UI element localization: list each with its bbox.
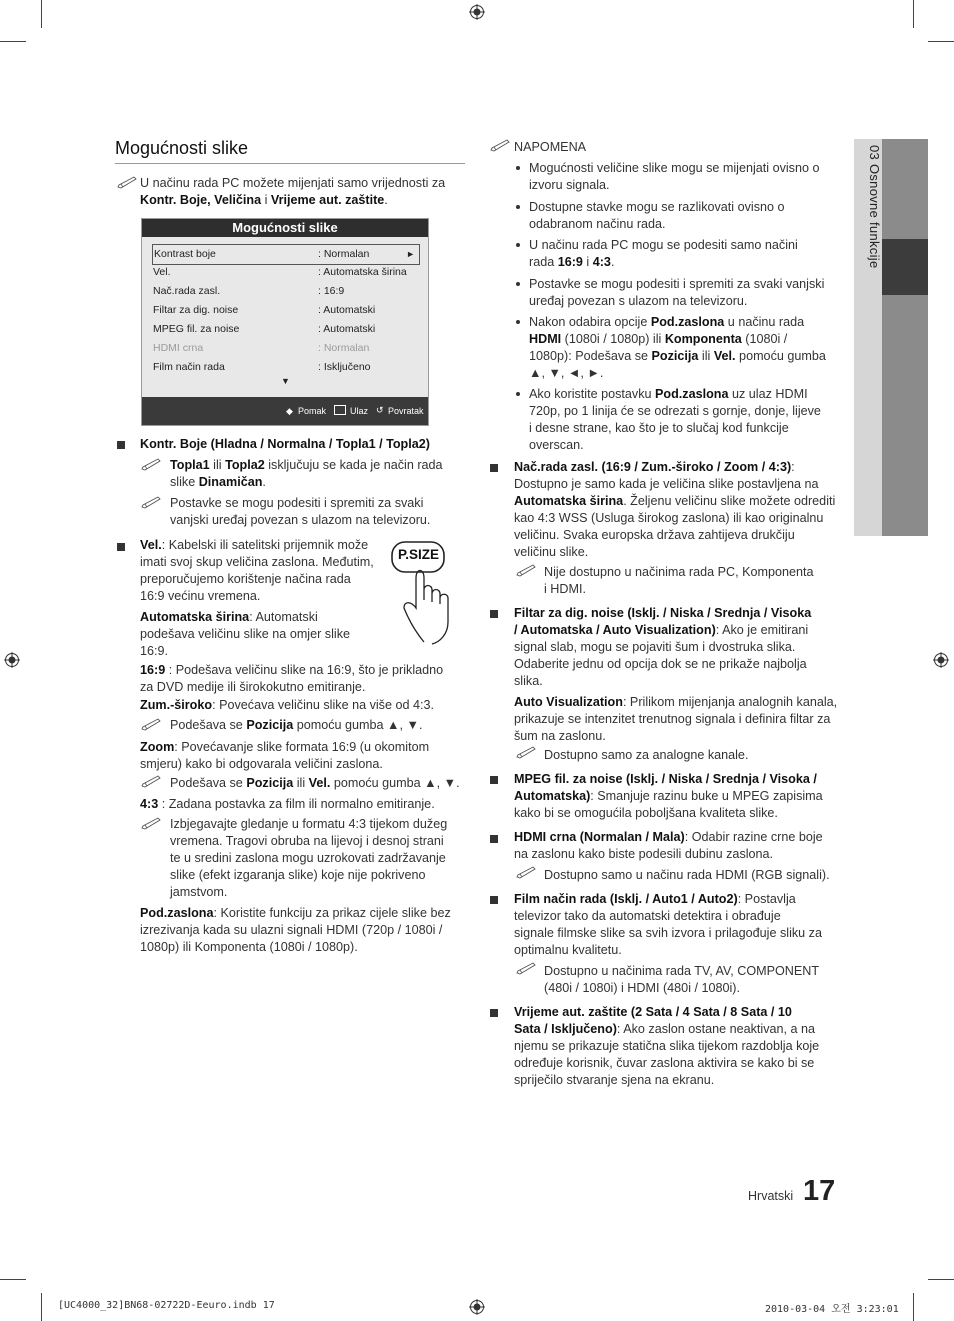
napomena-item: Ako koristite postavku Pod.zaslona uz ulaz HDMI 720p, po 1 linija će se odrezati s gornje, donje, lijeve i desne strane, kao što je to slučaj kod funkcije overscan. <box>529 387 821 452</box>
zoom-paragraph: Zoom: Povećavanje slike formata 16:9 (u okomitom smjeru) kako bi odgovarala veličini zaslona. <box>140 740 430 771</box>
note-icon <box>141 496 161 509</box>
s43-note: Izbjegavajte gledanje u formatu 4:3 tijekom dužeg vremena. Tragovi obruba na lijevoj i desnoj strani te u sredini zaslona mogu uzrokovati zadržavanje slike (efekt izgaranja slike) koje nije pokriveno jamstvom. <box>170 817 448 899</box>
bullet-icon <box>490 896 498 904</box>
chapter-tab-active <box>882 239 928 295</box>
film-note: Dostupno u načinima rada TV, AV, COMPONENT (480i / 1080i) i HDMI (480i / 1080i). <box>544 964 820 995</box>
chapter-tab-segment <box>882 295 928 536</box>
av-note: Dostupno samo za analogne kanale. <box>544 748 749 762</box>
zum-note: Podešava se Pozicija pomoću gumba ▲, ▼. <box>170 718 423 732</box>
bullet-icon <box>490 610 498 618</box>
note-icon <box>516 866 536 879</box>
fil-paragraph: Filtar za dig. noise (Isklj. / Niska / Srednja / Visoka / Automatska / Auto Visualization): Ako je emitirani signal slab, mogu se pojaviti šum i dvostruka slika. Odaberite jednu od opcija dok se ne prikaže najbolja slika. <box>514 606 812 688</box>
bullet-dot-icon <box>516 392 520 396</box>
psize-button-label: P.SIZE <box>398 547 440 562</box>
page-number: 17 <box>803 1175 836 1207</box>
tv-menu-row: MPEG fil. za noise : Automatski <box>153 323 376 335</box>
registration-mark-icon <box>469 1299 485 1315</box>
registration-mark-icon <box>933 652 949 668</box>
s43-paragraph: 4:3 : Zadana postavka za film ili normalno emitiranje. <box>140 797 435 811</box>
auto-paragraph: Automatska širina: Automatski podešava veličinu slike na omjer slike 16:9. <box>140 610 350 658</box>
registration-mark-icon <box>4 652 20 668</box>
napomena-heading: NAPOMENA <box>514 140 587 154</box>
bullet-icon <box>490 835 498 843</box>
bullet-icon <box>490 776 498 784</box>
bullet-icon <box>490 464 498 472</box>
tv-menu-row: HDMI crna : Normalan <box>153 342 370 354</box>
vel-paragraph: Vel.: Kabelski ili satelitski prijemnik može imati svoj skup veličina zaslona. Međutim, preporučujemo korištenje načina rada 16:9 većinu vremena. <box>140 538 374 603</box>
hdmi-paragraph: HDMI crna (Normalan / Mala): Odabir razine crne boje na zaslonu kako biste podesili dubinu zaslona. <box>514 830 823 861</box>
scroll-down-icon: ▼ <box>281 376 290 386</box>
kontr-heading: Kontr. Boje (Hladna / Normalna / Topla1 / Topla2) <box>140 437 430 451</box>
section-title: Mogućnosti slike <box>115 138 249 158</box>
note-icon <box>141 718 161 731</box>
registration-mark-icon <box>469 4 485 20</box>
tv-menu-row: Film način rada : Isključeno <box>153 361 371 373</box>
s169-paragraph: 16:9 : Podešava veličinu slike na 16:9, što je prikladno za DVD medije ili širokokutno emitiranje. <box>140 663 444 694</box>
arrow-right-icon: ► <box>406 249 415 259</box>
pod-paragraph: Pod.zaslona: Koristite funkciju za prikaz cijele slike bez izrezivanja kada su ulazni signali HDMI (720p / 1080i / 1080p) ili Komponenta (1080i / 1080p). <box>140 906 451 954</box>
tv-menu-row: Kontrast boje : Normalan ► <box>152 244 420 265</box>
note-icon <box>117 176 137 189</box>
tv-menu-title: Mogućnosti slike <box>142 219 428 237</box>
tv-menu-screenshot <box>141 218 429 426</box>
return-icon: ↺ <box>376 405 384 415</box>
zum-paragraph: Zum.-široko: Povećava veličinu slike na više od 4:3. <box>140 698 434 712</box>
hdmi-note: Dostupno samo u načinu rada HDMI (RGB signali). <box>544 868 830 882</box>
kontr-note-2: Postavke se mogu podesiti i spremiti za svaki vanjski uređaj povezan s ulazom na televizoru. <box>170 496 431 527</box>
note-icon <box>141 775 161 788</box>
move-icon: ◆ <box>286 406 293 416</box>
av-paragraph: Auto Visualization: Prilikom mijenjanja analognih kanala, prikazuje se intenzitet trenutnog signala i definira filtar za šum na zaslonu. <box>514 695 838 743</box>
note-icon <box>490 139 510 152</box>
language-label: Hrvatski <box>748 1189 794 1203</box>
bullet-dot-icon <box>516 282 520 286</box>
napomena-item: U načinu rada PC mogu se podesiti samo načini rada 16:9 i 4:3. <box>529 238 798 269</box>
nac-paragraph: Nač.rada zasl. (16:9 / Zum.-široko / Zoom / 4:3): Dostupno je samo kada je veličina slike postavljena na Automatska širina. Željenu veličinu slike možete odrediti kao 4:3 WSS (Usluga širokog zaslona) ili kao originalnu veličinu. Svaka europska država zahtijeva drukčiju veličinu slike. <box>514 460 836 559</box>
note-icon <box>516 962 536 975</box>
footer-file: [UC4000_32]BN68-02722D-Eeuro.indb 17 <box>58 1300 275 1311</box>
napomena-item: Dostupne stavke mogu se razlikovati ovisno o odabranom načinu rada. <box>529 200 785 231</box>
intro-note: U načinu rada PC možete mijenjati samo vrijednosti za Kontr. Boje, Veličina i Vrijeme aut. zaštite. <box>140 176 446 207</box>
tv-menu-row: Vel. : Automatska širina <box>153 266 407 278</box>
bullet-icon <box>490 1009 498 1017</box>
film-paragraph: Film način rada (Isklj. / Auto1 / Auto2): Postavlja televizor tako da automatski detektira i obrađuje signale filmske slike sa svih izvora i prilagođuje sliku za optimalnu kvalitetu. <box>514 892 822 957</box>
bullet-icon <box>117 441 125 449</box>
kontr-note-1: Topla1 ili Topla2 isključuju se kada je način rada slike Dinamičan. <box>170 458 443 489</box>
bullet-dot-icon <box>516 205 520 209</box>
nac-note: Nije dostupno u načinima rada PC, Komponenta i HDMI. <box>544 565 814 596</box>
note-icon <box>516 746 536 759</box>
chapter-tab-label: 03 Osnovne funkcije <box>867 145 882 269</box>
napomena-item: Nakon odabira opcije Pod.zaslona u načinu rada HDMI (1080i / 1080p) ili Komponenta (1080i / 1080p): Podešava se Pozicija ili Vel. pomoću gumba ▲, ▼, ◄, ►. <box>529 315 826 380</box>
mpeg-paragraph: MPEG fil. za noise (Isklj. / Niska / Srednja / Visoka / Automatska): Smanjuje razinu buke u MPEG zapisima kako bi se omogućila poboljšana kvaliteta slike. <box>514 772 823 820</box>
title-rule <box>115 163 465 164</box>
napomena-item: Mogućnosti veličine slike mogu se mijenjati ovisno o izvoru signala. <box>529 161 820 192</box>
bullet-dot-icon <box>516 166 520 170</box>
bullet-icon <box>117 543 125 551</box>
footer-date: 2010-03-04 오전 3:23:01 <box>765 1304 899 1315</box>
zoom-note: Podešava se Pozicija ili Vel. pomoću gumba ▲, ▼. <box>170 776 460 790</box>
chapter-tab-segment <box>882 139 928 239</box>
bullet-dot-icon <box>516 243 520 247</box>
note-icon <box>516 564 536 577</box>
napomena-item: Postavke se mogu podesiti i spremiti za svaki vanjski uređaj povezan s ulazom na televizoru. <box>529 277 825 308</box>
note-icon <box>141 817 161 830</box>
tv-menu-row: Nač.rada zasl. : 16:9 <box>153 285 345 297</box>
tv-menu-footer: ◆ Pomak Ulaz ↺ Povratak <box>142 397 428 425</box>
vr-paragraph: Vrijeme aut. zaštite (2 Sata / 4 Sata / 8 Sata / 10 Sata / Isključeno): Ako zaslon ostane neaktivan, a na njemu se prikazuje statična slika tijekom razdoblja koje određuje korisnik, čuvar zaslona aktivira se kako bi se spriječilo stvaranje sjena na ekranu. <box>514 1005 820 1087</box>
note-icon <box>141 458 161 471</box>
bullet-dot-icon <box>516 320 520 324</box>
tv-menu-row: Filtar za dig. noise : Automatski <box>153 304 376 316</box>
enter-icon <box>334 405 346 415</box>
